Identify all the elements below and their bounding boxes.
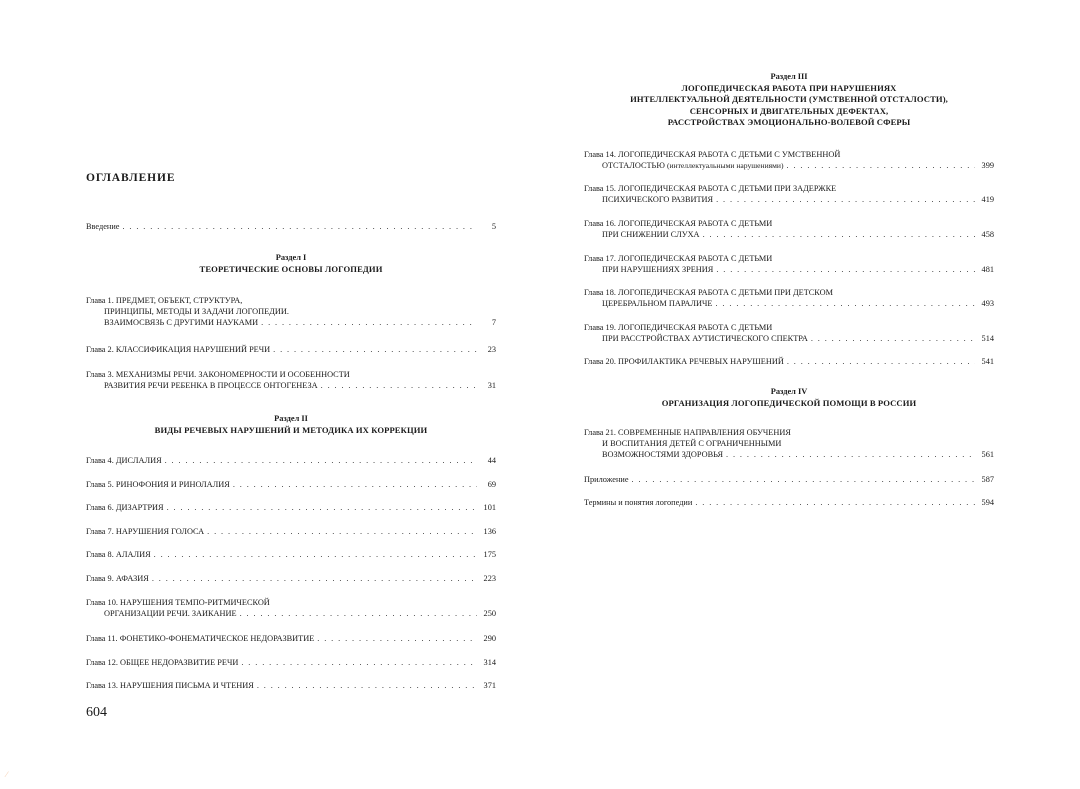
dot-leader (787, 161, 975, 172)
dot-leader (207, 527, 477, 538)
entry-line: Глава 16. ЛОГОПЕДИЧЕСКАЯ РАБОТА С ДЕТЬМИ (584, 219, 773, 228)
toc-entry-chapter-8 (86, 550, 496, 561)
entry-page: 514 (981, 333, 994, 343)
entry-page: 587 (981, 475, 994, 484)
entry-line: РАЗВИТИЯ РЕЧИ РЕБЕНКА В ПРОЦЕССЕ ОНТОГЕНЕЗА (104, 380, 318, 390)
section-title-line: РАССТРОЙСТВАХ ЭМОЦИОНАЛЬНО-ВОЛЕВОЙ СФЕРЫ (667, 117, 911, 127)
entry-line: Глава 13. НАРУШЕНИЯ ПИСЬМА И ЧТЕНИЯ (86, 681, 254, 690)
entry-line: Глава 9. АФАЗИЯ (86, 574, 149, 583)
entry-line: Глава 7. НАРУШЕНИЯ ГОЛОСА (86, 527, 205, 536)
entry-page: 31 (487, 380, 496, 390)
toc-entry-terms (584, 498, 994, 509)
entry-line: ОТСТАЛОСТЬЮ (602, 160, 665, 170)
entry-page: 594 (981, 498, 994, 507)
dot-leader (154, 550, 477, 561)
entry-page: 561 (981, 449, 994, 459)
entry-page: 175 (483, 550, 496, 559)
entry-line: Глава 10. НАРУШЕНИЯ ТЕМПО-РИТМИЧЕСКОЙ (86, 598, 270, 607)
section-heading-3 (584, 71, 994, 129)
entry-line: ПРИНЦИПЫ, МЕТОДЫ И ЗАДАЧИ ЛОГОПЕДИИ. (104, 306, 289, 316)
entry-line: Глава 18. ЛОГОПЕДИЧЕСКАЯ РАБОТА С ДЕТЬМИ ПРИ ДЕТСКОМ (584, 288, 833, 297)
entry-label: Приложение (584, 475, 629, 484)
toc-entry-chapter-12 (86, 658, 496, 669)
toc-entry-intro (86, 222, 496, 233)
entry-page: 7 (491, 317, 496, 327)
entry-line: Глава 6. ДИЗАРТРИЯ (86, 503, 164, 512)
dot-leader (716, 265, 975, 276)
dot-leader (695, 498, 975, 509)
entry-line: ПРИ РАССТРОЙСТВАХ АУТИСТИЧЕСКОГО СПЕКТРА (602, 333, 808, 343)
dot-leader (122, 222, 477, 233)
toc-entry-chapter-20 (584, 357, 994, 368)
toc-title: ОГЛАВЛЕНИЕ (86, 172, 176, 184)
entry-line: Глава 11. ФОНЕТИКО-ФОНЕМАТИЧЕСКОЕ НЕДОРАЗВИТИЕ (86, 634, 315, 643)
dot-leader (317, 634, 477, 645)
section-title: ТЕОРЕТИЧЕСКИЕ ОСНОВЫ ЛОГОПЕДИИ (199, 263, 383, 274)
toc-entry-chapter-5 (86, 480, 496, 491)
entry-line: Глава 21. СОВРЕМЕННЫЕ НАПРАВЛЕНИЯ ОБУЧЕНИЯ (584, 428, 791, 437)
entry-page: 69 (487, 480, 496, 489)
entry-line: Глава 12. ОБЩЕЕ НЕДОРАЗВИТИЕ РЕЧИ (86, 658, 239, 667)
dot-leader (716, 195, 975, 206)
entry-page: 136 (483, 527, 496, 536)
dot-leader (152, 574, 477, 585)
dot-leader (241, 658, 477, 669)
entry-line: Глава 19. ЛОГОПЕДИЧЕСКАЯ РАБОТА С ДЕТЬМИ (584, 323, 773, 332)
entry-line: Глава 8. АЛАЛИЯ (86, 550, 151, 559)
toc-entry-appendix (584, 475, 994, 486)
entry-page: 458 (981, 229, 994, 239)
toc-entry-chapter-19 (584, 323, 994, 345)
entry-page: 44 (487, 456, 496, 465)
page-number: 604 (86, 705, 107, 720)
toc-entry-chapter-9 (86, 574, 496, 585)
entry-line: ПСИХИЧЕСКОГО РАЗВИТИЯ (602, 194, 714, 204)
entry-page: 223 (483, 574, 496, 583)
entry-page: 541 (981, 357, 994, 366)
section-label: Раздел II (274, 414, 308, 423)
toc-entry-chapter-4 (86, 456, 496, 467)
section-label: Раздел I (275, 253, 307, 262)
entry-page: 371 (483, 681, 496, 690)
entry-line: Глава 1. ПРЕДМЕТ, ОБЪЕКТ, СТРУКТУРА, (86, 296, 243, 305)
pencil-mark: ⁄ (6, 770, 8, 779)
dot-leader (167, 503, 477, 514)
section-label: Раздел IV (770, 387, 808, 396)
entry-label: Введение (86, 222, 120, 231)
dot-leader (787, 357, 975, 368)
toc-entry-chapter-21 (584, 428, 994, 460)
entry-line: ПРИ СНИЖЕНИИ СЛУХА (602, 229, 700, 239)
entry-line: ОРГАНИЗАЦИИ РЕЧИ. ЗАИКАНИЕ (104, 608, 237, 618)
dot-leader (233, 480, 477, 491)
entry-note: (интеллектуальными нарушениями) (666, 160, 784, 170)
entry-page: 250 (483, 608, 496, 618)
dot-leader (811, 334, 975, 345)
entry-line: Глава 4. ДИСЛАЛИЯ (86, 456, 162, 465)
entry-line: ВОЗМОЖНОСТЯМИ ЗДОРОВЬЯ (602, 449, 724, 459)
entry-line: Глава 3. МЕХАНИЗМЫ РЕЧИ. ЗАКОНОМЕРНОСТИ И ОСОБЕННОСТИ (86, 370, 350, 379)
entry-line: ПРИ НАРУШЕНИЯХ ЗРЕНИЯ (602, 264, 714, 274)
toc-entry-chapter-16 (584, 219, 994, 241)
entry-page: 399 (981, 160, 994, 170)
toc-entry-chapter-15 (584, 184, 994, 206)
section-heading-2 (86, 413, 496, 436)
section-heading-1 (86, 252, 496, 275)
entry-line: И ВОСПИТАНИЯ ДЕТЕЙ С ОГРАНИЧЕННЫМИ (602, 438, 782, 448)
section-label: Раздел III (770, 72, 808, 81)
dot-leader (261, 318, 477, 329)
entry-page: 5 (491, 222, 496, 231)
dot-leader (632, 475, 975, 486)
dot-leader (257, 681, 477, 692)
section-heading-4 (584, 386, 994, 409)
entry-line: ЦЕРЕБРАЛЬНОМ ПАРАЛИЧЕ (602, 298, 713, 308)
section-title: ВИДЫ РЕЧЕВЫХ НАРУШЕНИЙ И МЕТОДИКА ИХ КОРРЕКЦИИ (154, 424, 428, 435)
entry-page: 314 (483, 658, 496, 667)
toc-entry-chapter-10 (86, 598, 496, 620)
toc-entry-chapter-13 (86, 681, 496, 692)
entry-line: Глава 15. ЛОГОПЕДИЧЕСКАЯ РАБОТА С ДЕТЬМИ ПРИ ЗАДЕРЖКЕ (584, 184, 837, 193)
entry-line: Глава 17. ЛОГОПЕДИЧЕСКАЯ РАБОТА С ДЕТЬМИ (584, 254, 773, 263)
entry-page: 481 (981, 264, 994, 274)
toc-entry-chapter-14 (584, 150, 994, 172)
entry-line: Глава 5. РИНОФОНИЯ И РИНОЛАЛИЯ (86, 480, 230, 489)
section-title-line: СЕНСОРНЫХ И ДВИГАТЕЛЬНЫХ ДЕФЕКТАХ, (689, 105, 889, 116)
entry-line: Глава 2. КЛАССИФИКАЦИЯ НАРУШЕНИЙ РЕЧИ (86, 345, 271, 354)
toc-entry-chapter-11 (86, 634, 496, 645)
entry-page: 419 (981, 194, 994, 204)
entry-page: 493 (981, 298, 994, 308)
toc-entry-chapter-6 (86, 503, 496, 514)
entry-line: ВЗАИМОСВЯЗЬ С ДРУГИМИ НАУКАМИ (104, 317, 259, 327)
entry-line: Глава 14. ЛОГОПЕДИЧЕСКАЯ РАБОТА С ДЕТЬМИ С УМСТВЕННОЙ (584, 150, 841, 159)
dot-leader (715, 299, 975, 310)
toc-entry-chapter-2 (86, 345, 496, 356)
toc-entry-chapter-3 (86, 370, 496, 392)
section-title: ОРГАНИЗАЦИЯ ЛОГОПЕДИЧЕСКОЙ ПОМОЩИ В РОССИИ (661, 397, 917, 408)
dot-leader (273, 345, 477, 356)
entry-page: 101 (483, 503, 496, 512)
dot-leader (726, 450, 975, 461)
section-title-line: ЛОГОПЕДИЧЕСКАЯ РАБОТА ПРИ НАРУШЕНИЯХ (681, 82, 897, 93)
section-title-line: ИНТЕЛЛЕКТУАЛЬНОЙ ДЕЯТЕЛЬНОСТИ (УМСТВЕННОЙ ОТСТАЛОСТИ), (630, 94, 948, 104)
entry-line: Глава 20. ПРОФИЛАКТИКА РЕЧЕВЫХ НАРУШЕНИЙ (584, 357, 784, 366)
dot-leader (703, 230, 975, 241)
toc-entry-chapter-18 (584, 288, 994, 310)
entry-page: 23 (487, 345, 496, 354)
entry-page: 290 (483, 634, 496, 643)
toc-entry-chapter-1 (86, 296, 496, 328)
dot-leader (165, 456, 477, 467)
dot-leader (240, 609, 477, 620)
dot-leader (321, 381, 477, 392)
toc-entry-chapter-17 (584, 254, 994, 276)
toc-entry-chapter-7 (86, 527, 496, 538)
entry-label: Термины и понятия логопедии (584, 498, 693, 507)
